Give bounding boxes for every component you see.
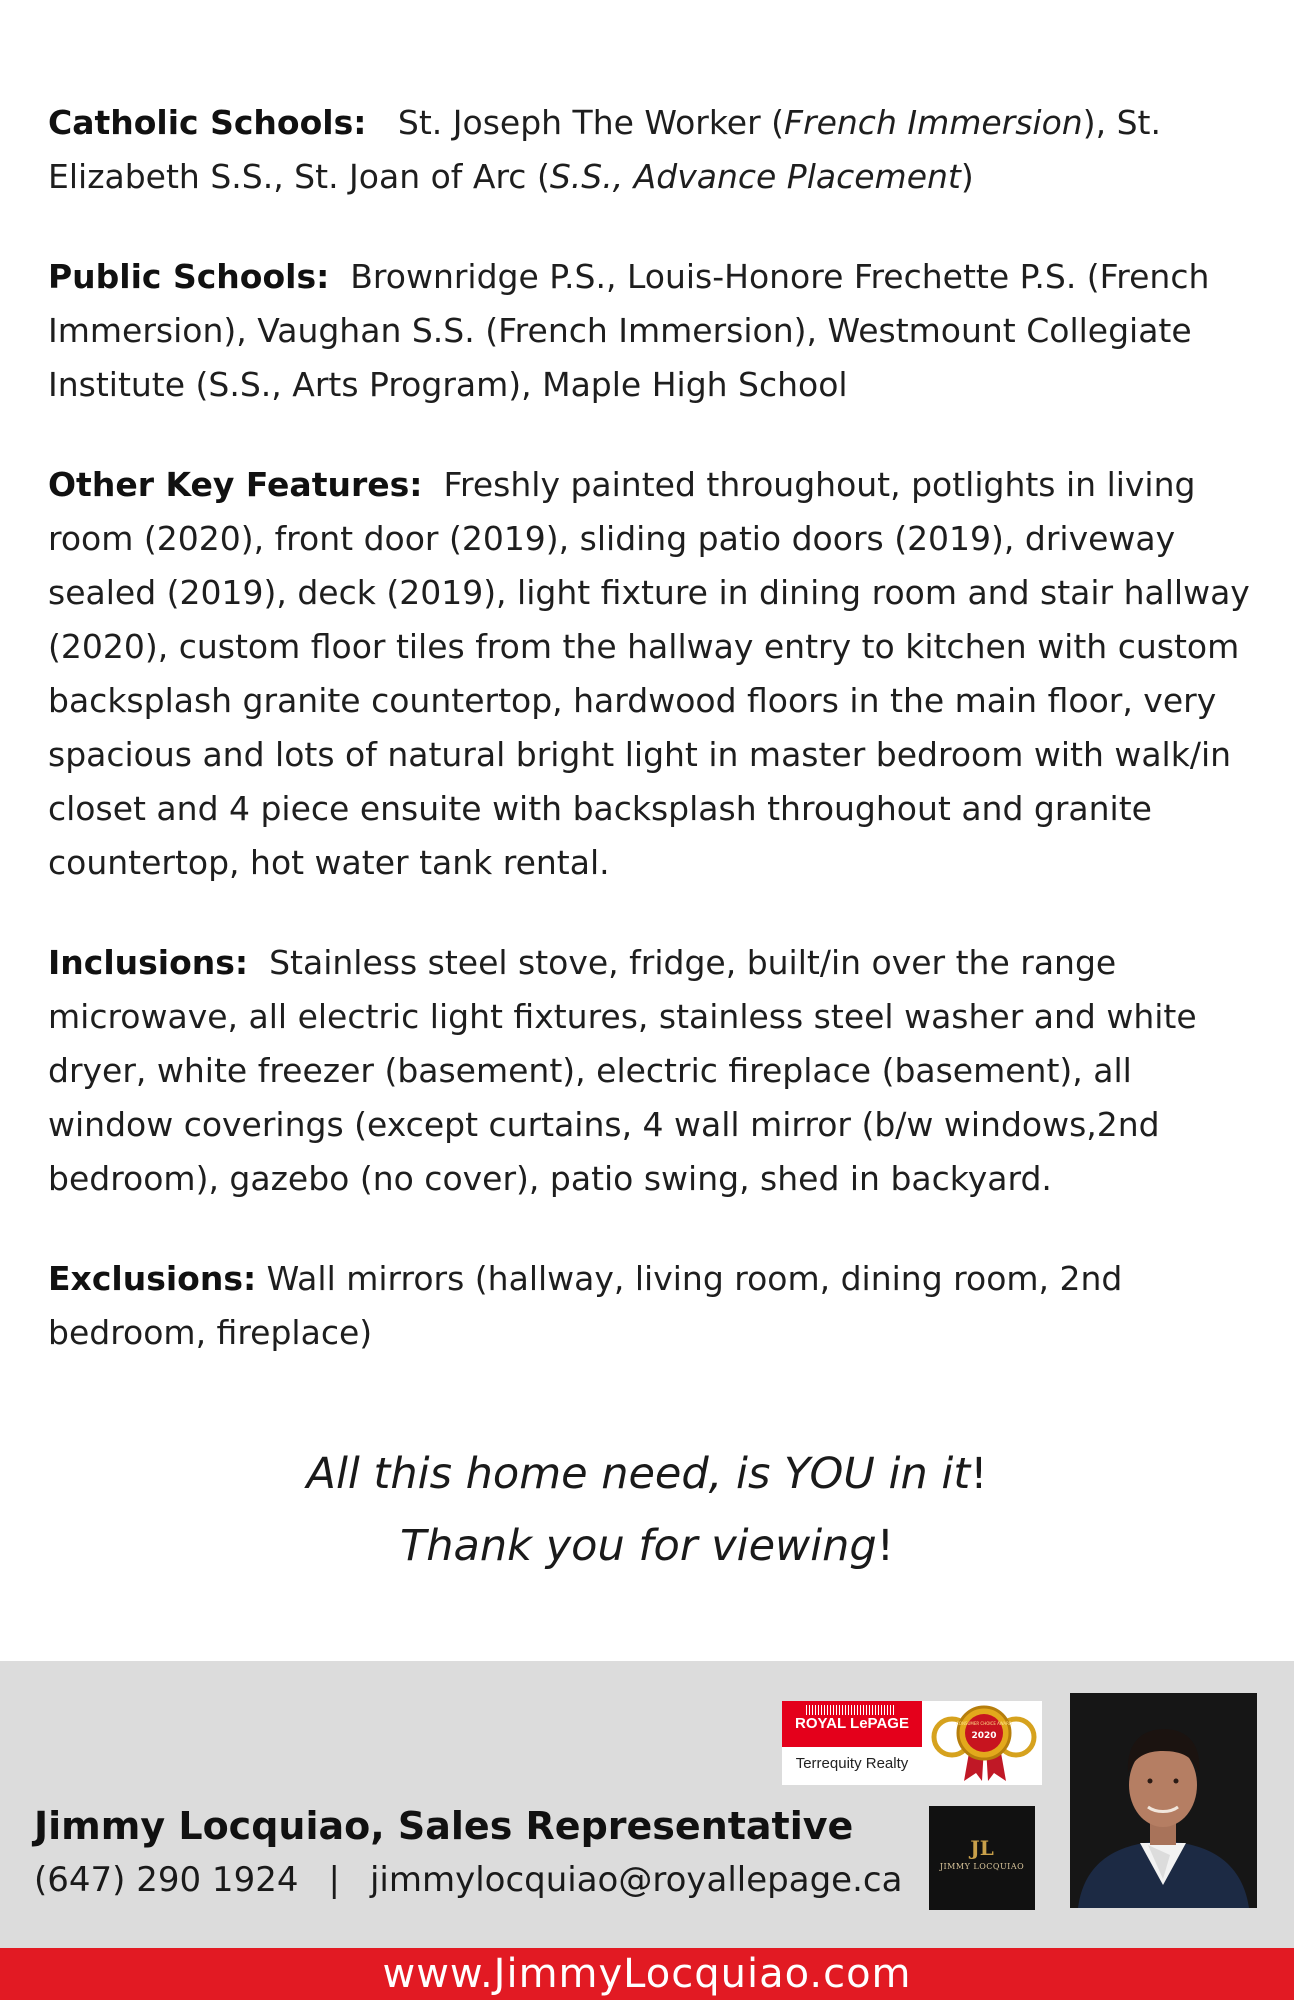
catholic-schools-label: Catholic Schools: — [48, 103, 367, 142]
award-badge-caption: CONSUMER CHOICE AWARD — [956, 1721, 1012, 1726]
website-link[interactable]: www.JimmyLocquiao.com — [382, 1951, 912, 1997]
personal-brand-logo — [929, 1806, 1035, 1910]
inclusions — [48, 936, 1258, 1206]
catholic-schools — [48, 96, 1258, 204]
other-key-features — [48, 458, 1258, 890]
other-key-features-text: Freshly painted throughout, potlights in living room (2020), front door (2019), sliding patio doors (2019), driveway sealed (2019), deck (2019), light fixture in dining room and stair hallway (2020), custom floor tiles from the hallway entry to kitchen with custom backsplash granite countertop, hardwood floors in the main floor, very spacious and lots of natural bright light in master bedroom with walk/in closet and 4 piece ensuite with backsplash throughout and granite countertop, hot water tank rental. — [48, 465, 1250, 882]
catholic-schools-italic-2: S.S., Advance Placement — [549, 157, 961, 196]
closing-line-2: Thank you for viewing! — [400, 1521, 894, 1571]
exclusions — [48, 1252, 1258, 1360]
agent-contact — [34, 1860, 902, 1900]
personal-brand-text: JIMMY LOCQUIAO — [939, 1862, 1025, 1871]
brokerage-logo-top: ROYAL LePAGE — [782, 1701, 922, 1747]
exclusions-label: Exclusions: — [48, 1259, 257, 1298]
agent-phone[interactable]: (647) 290 1924 — [34, 1860, 299, 1900]
agent-email[interactable]: jimmylocquiao@royallepage.ca — [369, 1860, 903, 1900]
agent-name: Jimmy Locquiao, Sales Representative — [34, 1804, 854, 1848]
agent-footer — [0, 1661, 1294, 1948]
closing-message — [0, 1438, 1294, 1582]
award-badge-icon — [930, 1703, 1038, 1783]
listing-details — [48, 96, 1258, 1406]
catholic-schools-text-3: ) — [960, 157, 974, 196]
brokerage-logo — [782, 1701, 1042, 1785]
public-schools — [48, 250, 1258, 412]
inclusions-label: Inclusions: — [48, 943, 249, 982]
public-schools-label: Public Schools: — [48, 257, 330, 296]
closing-line-1: All this home need, is YOU in it! — [306, 1449, 988, 1499]
inclusions-text: Stainless steel stove, fridge, built/in over the range microwave, all electric light fixtures, stainless steel washer and white dryer, white freezer (basement), electric fireplace (basement), all window coverings (except curtains, 4 wall mirror (b/w windows,2nd bedroom), gazebo (no cover), patio swing, shed in backyard. — [48, 943, 1197, 1198]
agent-photo — [1070, 1693, 1257, 1908]
catholic-schools-italic-1: French Immersion — [784, 103, 1083, 142]
contact-separator: | — [328, 1860, 340, 1900]
barcode-stripes-icon — [806, 1705, 896, 1715]
personal-brand-mark: JL — [970, 1836, 994, 1860]
catholic-schools-text-2: ), St. Elizabeth S.S., St. Joan of Arc ( — [48, 103, 1161, 196]
other-key-features-label: Other Key Features: — [48, 465, 423, 504]
catholic-schools-text-1: St. Joseph The Worker ( — [397, 103, 785, 142]
award-badge-year: 2020 — [971, 1731, 997, 1741]
website-banner — [0, 1948, 1294, 2000]
exclusions-text: Wall mirrors (hallway, living room, dining room, 2nd bedroom, fireplace) — [48, 1259, 1123, 1352]
brokerage-logo-bottom: Terrequity Realty — [795, 1755, 909, 1772]
public-schools-text: Brownridge P.S., Louis-Honore Frechette P.S. (French Immersion), Vaughan S.S. (French Immersion), Westmount Collegiate Institute (S.S., Arts Program), Maple High School — [48, 257, 1210, 404]
